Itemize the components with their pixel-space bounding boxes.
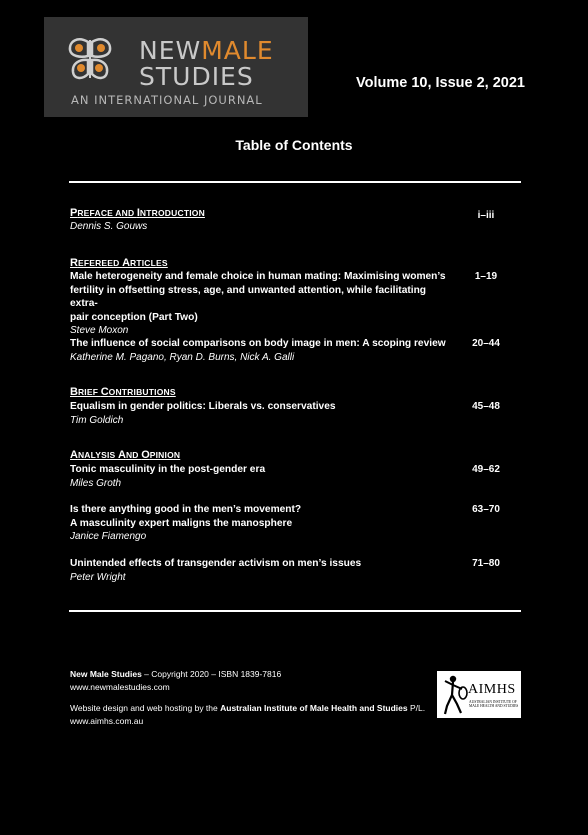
entry-title: pair conception (Part Two) xyxy=(70,311,198,323)
brand-line-2: STUDIES xyxy=(139,62,254,91)
athlete-figure-icon xyxy=(440,673,468,716)
entry-title: The influence of social comparisons on body image in men: A scoping review xyxy=(70,338,446,349)
entry-author: Katherine M. Pagano, Ryan D. Burns, Nick A. Galli xyxy=(70,351,295,363)
entry-author: Miles Groth xyxy=(70,477,122,489)
entry-pages: 45–48 xyxy=(472,401,500,412)
entry-pages: 1–19 xyxy=(474,271,498,282)
entry-author: Steve Moxon xyxy=(70,325,129,336)
volume-issue: Volume 10, Issue 2, 2021 xyxy=(356,75,525,91)
bottom-divider xyxy=(69,610,521,612)
entry-title: Tonic masculinity in the post-gender era xyxy=(70,464,266,475)
entry-title: Is there anything good in the men’s movement? xyxy=(70,504,302,515)
entry-title: Unintended effects of transgender activism on men’s issues xyxy=(70,558,362,569)
footer-hosting: Website design and web hosting by the Australian Institute of Male Health and Studies P/L. xyxy=(70,703,426,713)
aimhs-abbreviation: AIMHS xyxy=(468,682,516,697)
entry-title: Equalism in gender politics: Liberals vs. conservatives xyxy=(70,401,336,412)
butterfly-logo-icon xyxy=(68,36,112,82)
page-title: Table of Contents xyxy=(235,137,353,153)
section-heading-brief[interactable]: BRIEF CONTRIBUTIONS xyxy=(70,386,176,398)
aimhs-full-name: AUSTRALIAN INSTITUTE OF MALE HEALTH AND STUDIES xyxy=(469,700,519,709)
entry-pages: 20–44 xyxy=(472,338,500,349)
toc-entry[interactable] xyxy=(70,400,450,427)
entry-author: Peter Wright xyxy=(70,571,126,583)
entry-title: fertility in offsetting stress, age, and unwanted attention, while facilitating extra- xyxy=(70,284,427,309)
entry-pages: 63–70 xyxy=(472,504,500,515)
brand-tagline: AN INTERNATIONAL JOURNAL xyxy=(71,93,263,107)
entry-author: Tim Goldich xyxy=(70,414,124,426)
toc-entry[interactable] xyxy=(70,270,450,338)
entry-title: Male heterogeneity and female choice in human mating: Maximising women’s xyxy=(70,271,446,282)
section-heading-refereed[interactable]: REFEREED ARTICLES xyxy=(70,257,168,269)
toc-entry[interactable] xyxy=(70,463,450,490)
entry-pages: 71–80 xyxy=(472,558,500,569)
toc-entry-preface xyxy=(70,220,450,234)
journal-logo xyxy=(44,17,308,117)
section-heading-analysis[interactable]: ANALYSIS AND OPINION xyxy=(70,449,181,461)
section-heading-preface[interactable]: PREFACE AND INTRODUCTION xyxy=(70,207,205,219)
footer-link-aimhs[interactable]: www.aimhs.com.au xyxy=(70,716,144,726)
toc-entry[interactable] xyxy=(70,557,450,584)
aimhs-logo xyxy=(437,671,521,718)
brand-line-1: NEWMALE xyxy=(139,36,274,65)
footer-copyright: New Male Studies – Copyright 2020 – ISBN 1839-7816 xyxy=(70,669,282,679)
entry-title: A masculinity expert maligns the manosphere xyxy=(70,517,293,529)
top-divider xyxy=(69,181,521,183)
footer-link-newmalestudies[interactable]: www.newmalestudies.com xyxy=(70,682,170,692)
entry-pages: i–iii xyxy=(477,210,495,221)
entry-author: Dennis S. Gouws xyxy=(70,221,148,232)
toc-entry[interactable] xyxy=(70,337,450,364)
toc-entry[interactable] xyxy=(70,503,450,544)
entry-pages: 49–62 xyxy=(472,464,500,475)
entry-author: Janice Fiamengo xyxy=(70,531,147,542)
